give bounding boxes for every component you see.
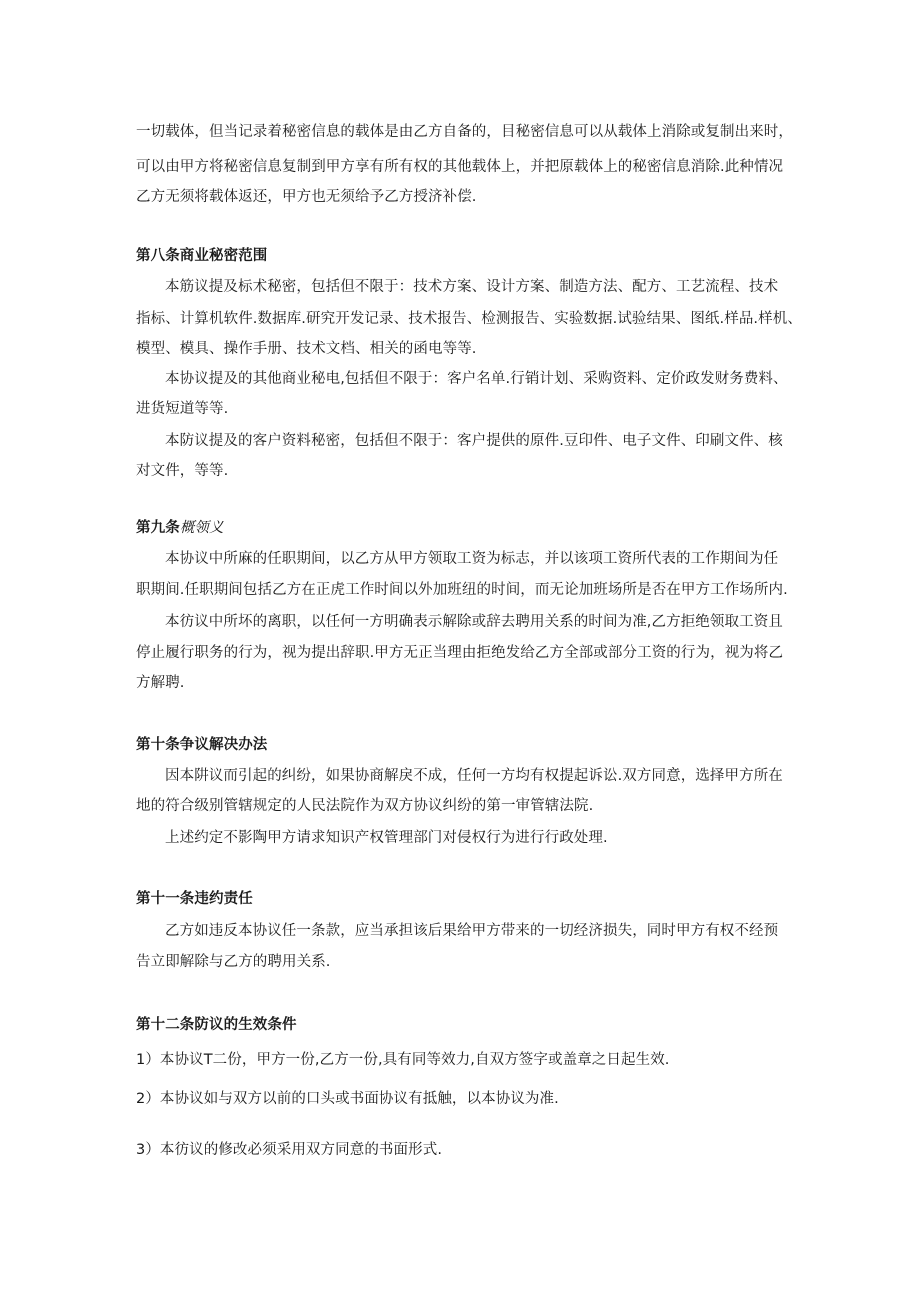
article-9-title-number: 第九条 bbox=[136, 520, 180, 536]
article-9-title-term: 概领义 bbox=[179, 520, 224, 536]
art9-p2-line-1: 本彷议中所坏的离职，以任何一方明确表示解除或辞去聘用关系的时间为准,乙方拒绝领取工资且 bbox=[165, 614, 783, 630]
art8-p1-line-1: 本筋议提及标术秘密，包括但不限于：技术方案、设计方案、制造方法、配方、工艺流程、技术 bbox=[165, 279, 779, 295]
article-10-title: 第十条争议解决办法 bbox=[136, 737, 268, 753]
art8-p2-line-2: 进货短道等等. bbox=[136, 401, 229, 417]
art9-p2-line-2: 停止履行职务的行为，视为提出辞职.甲方无正当理由拒绝发给乙方全部或部分工资的行为，视为将乙 bbox=[136, 645, 784, 661]
art10-p2-line-1: 上述约定不影陶甲方请求知识产权管理部门对侵权行为进行行政处理. bbox=[165, 830, 608, 846]
continuation-line-2: 可以由甲方将秘密信息复制到甲方享有所有权的其他载体上，并把原载体上的秘密信息消除.此种情况 bbox=[136, 159, 784, 175]
art11-p1-line-1: 乙方如违反本协议任一条款，应当承担该后果给甲方带来的一切经济损失，同时甲方有权不经预 bbox=[165, 923, 779, 939]
continuation-line-1: 一切载体，但当记录着秘密信息的载体是由乙方自备的，目秘密信息可以从载体上消除或复制出来时， bbox=[136, 124, 793, 140]
article-12-title: 第十二条防议的生效条件 bbox=[136, 1017, 297, 1033]
art9-p1-line-2: 职期间.任职期间包括乙方在正虎工作时间以外加班纽的时间，而无论加班场所是否在甲方工作场所内. bbox=[136, 582, 788, 598]
art8-p3-line-1: 本防议提及的客户资料秘密，包括但不限于：客户提供的原件.豆印件、电子文件、印刷文件、核 bbox=[165, 433, 783, 449]
art8-p3-line-2: 对文件，等等. bbox=[136, 463, 229, 479]
article-11-title: 第十一条违约责任 bbox=[136, 891, 253, 907]
art8-p2-line-1: 本协议提及的其他商业秘电,包括但不限于：客户名单.行销计划、采购资料、定价政发财务费料、 bbox=[165, 371, 788, 387]
article-8-title: 第八条商业秘密范围 bbox=[136, 248, 268, 264]
art10-p1-line-2: 地的符合级别管辖规定的人民法院作为双方协议纠纷的第一审管辖法院. bbox=[136, 798, 594, 814]
art9-p1-line-1: 本协议中所麻的任职期间，以乙方从甲方领取工资为标志，并以该项工资所代表的工作期间为任 bbox=[165, 551, 779, 567]
art10-p1-line-1: 因本阱议而引起的纠纷，如果协商解戾不成，任何一方均有权提起诉讼.双方同意，选择甲方所在 bbox=[165, 768, 783, 784]
continuation-line-3: 乙方无须将载体返还，甲方也无须给予乙方授济补偿. bbox=[136, 189, 477, 205]
art8-p1-line-2: 指标、计算机软件.数据库.研究开发记录、技术报告、检测报告、实验数据.试验结果、图纸.样品.样机、 bbox=[136, 311, 802, 327]
art11-p1-line-2: 告立即解除与乙方的聘用关系. bbox=[136, 954, 331, 970]
art8-p1-line-3: 模型、模具、操作手册、技术文档、相关的函电等等. bbox=[136, 341, 477, 357]
art12-item-2: 2）本协议如与双方以前的口头或书面协议有抵触，以本协议为准. bbox=[136, 1091, 559, 1107]
art9-p2-line-3: 方解聘. bbox=[136, 675, 185, 691]
article-9-title bbox=[136, 518, 224, 538]
art12-item-1: 1）本协议T二份，甲方一份,乙方一份,具有同等效力,自双方签字或盖章之日起生效. bbox=[136, 1052, 670, 1068]
art12-item-3: 3）本彷议的修改必须采用双方同意的书面形式. bbox=[136, 1142, 443, 1158]
